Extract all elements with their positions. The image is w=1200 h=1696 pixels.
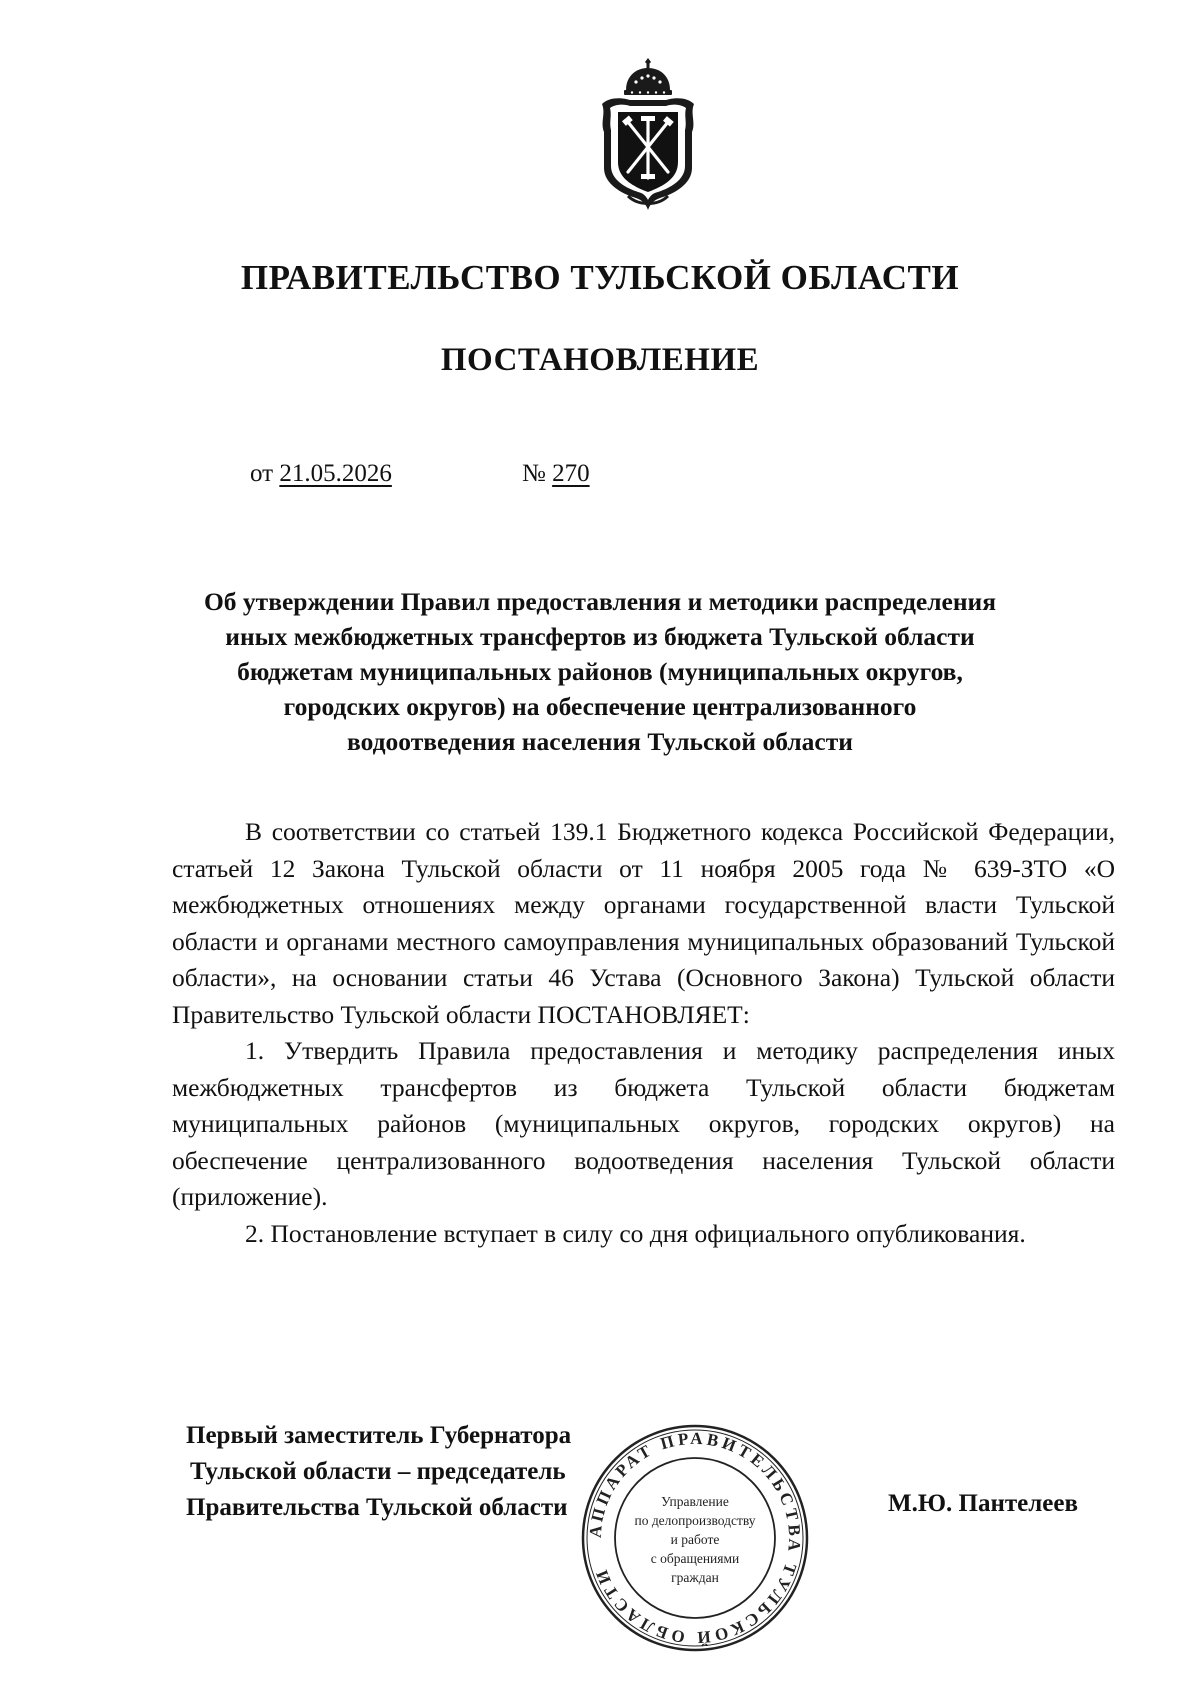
date-value: 21.05.2026 xyxy=(279,460,392,487)
stamp-center-line: граждан xyxy=(671,1570,719,1585)
document-subject xyxy=(150,584,1050,759)
document-date xyxy=(250,460,392,488)
stamp-center-line: по делопроизводству xyxy=(634,1513,756,1528)
document-type: ПОСТАНОВЛЕНИЕ xyxy=(440,342,760,378)
preamble-paragraph: В соответствии со статьей 139.1 Бюджетного кодекса Российской Федерации, статьей 12 Закона Тульской области от 11 ноября 2005 года № 639-ЗТО «О межбюджетных отношениях между органами государственной власти Тульской области и органами местного самоуправления муниципальных образований Тульской области», на основании статьи 46 Устава (Основного Закона) Тульской области Правительство Тульской области ПОСТАНОВЛЯЕТ: xyxy=(172,817,1115,1029)
number-prefix: № xyxy=(522,460,546,487)
document-number xyxy=(522,460,590,488)
number-value: 270 xyxy=(552,460,590,487)
stamp-center-line: с обращениями xyxy=(650,1551,740,1566)
stamp-ring-text: АППАРАТ ПРАВИТЕЛЬСТВА ТУЛЬСКОЙ ОБЛАСТИ xyxy=(585,1428,805,1648)
organization-title: ПРАВИТЕЛЬСТВО ТУЛЬСКОЙ ОБЛАСТИ xyxy=(240,258,960,297)
signatory-position xyxy=(186,1418,571,1526)
subject-line: бюджетам муниципальных районов (муниципальных округов, xyxy=(237,657,963,686)
position-line: Первый заместитель Губернатора xyxy=(186,1422,572,1449)
tula-coat-of-arms-icon xyxy=(588,56,708,214)
signatory-name: М.Ю. Пантелеев xyxy=(888,1490,1078,1517)
stamp-center-line: и работе xyxy=(670,1532,720,1547)
subject-line: иных межбюджетных трансфертов из бюджета Тульской области xyxy=(225,622,975,651)
stamp-center-line: Управление xyxy=(661,1494,729,1509)
position-line: Тульской области – председатель xyxy=(190,1458,566,1485)
item-2-paragraph: 2. Постановление вступает в силу со дня официального опубликования. xyxy=(245,1218,1026,1248)
item-1-paragraph: 1. Утвердить Правила предоставления и методику распределения иных межбюджетных трансфертов из бюджета Тульской области бюджетам муниципальных районов (муниципальных округов, городских округов) на обеспечение централизованного водоотведения населения Тульской области (приложение). xyxy=(172,1036,1115,1211)
position-line: Правительства Тульской области xyxy=(186,1494,568,1521)
official-stamp xyxy=(575,1418,815,1658)
subject-line: водоотведения населения Тульской области xyxy=(347,727,853,756)
subject-line: городских округов) на обеспечение централизованного xyxy=(283,692,917,721)
subject-line: Об утверждении Правил предоставления и методики распределения xyxy=(203,587,997,616)
date-prefix: от xyxy=(250,460,274,487)
document-body xyxy=(172,814,1115,1252)
